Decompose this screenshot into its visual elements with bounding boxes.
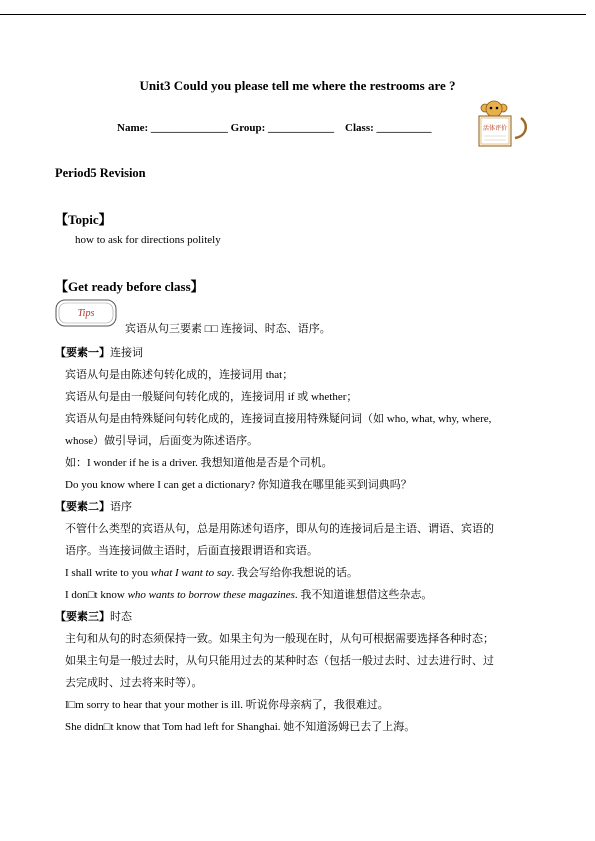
svg-text:Tips: Tips — [77, 308, 95, 319]
factor-three-line: 主句和从句的时态须保持一致。如果主句为一般现在时，从句可根据需要选择各种时态； — [65, 633, 494, 645]
factor-three-line: 去完成时、过去将来时等）。 — [65, 677, 203, 689]
topic-heading: 【Topic】 — [55, 212, 112, 227]
factor-three-example: She didn□t know that Tom had left for Shanghai. 她不知道汤姆已去了上海。 — [65, 721, 416, 733]
get-ready-heading: 【Get ready before class】 — [55, 279, 204, 294]
svg-text:活体评价: 活体评价 — [482, 125, 508, 132]
header-rule — [0, 14, 586, 15]
factor-one-example: 如：I wonder if he is a driver. 我想知道他是否是个司机。 — [65, 457, 333, 469]
page-title: Unit3 Could you please tell me where the restrooms are ? — [139, 78, 456, 93]
factor-two-line: 不管什么类型的宾语从句，总是用陈述句语序，即从句的连接词后是主语、谓语、宾语的 — [65, 523, 494, 535]
topic-text: how to ask for directions politely — [75, 234, 221, 246]
factor-two-line: 语序。当连接词做主语时，后面直接跟谓语和宾语。 — [65, 545, 318, 557]
factor-three-example: I□m sorry to hear that your mother is ill. 听说你母亲病了，我很难过。 — [65, 699, 389, 711]
factor-one-line: 宾语从句是由特殊疑问句转化成的，连接词直接用特殊疑问词（如 who, what, why, where, — [65, 413, 492, 425]
factor-three-line: 如果主句是一般过去时，从句只能用过去的某种时态（包括一般过去时、过去进行时、过 — [65, 655, 494, 667]
factor-one-line: 宾语从句是由一般疑问句转化成的，连接词用 if 或 whether； — [65, 391, 358, 403]
factor-one-line: whose）做引导词，后面变为陈述语序。 — [65, 435, 259, 447]
factor-two-example: I shall write to you what I want to say. 我会写给你我想说的话。 — [65, 567, 359, 579]
tips-badge-icon — [55, 299, 117, 327]
monkey-mascot-icon — [475, 100, 531, 150]
factor-one-heading: 【要素一】连接词 — [55, 347, 143, 359]
name-group-class-row: Name: ______________ Group: ____________ Class: __________ — [117, 122, 432, 134]
tips-text: 宾语从句三要素 □□ 连接词、时态、语序。 — [125, 323, 331, 335]
period-heading: Period5 Revision — [55, 166, 146, 180]
factor-two-heading: 【要素二】语序 — [55, 501, 132, 513]
factor-three-heading: 【要素三】时态 — [55, 611, 132, 623]
factor-one-line: 宾语从句是由陈述句转化成的，连接词用 that； — [65, 369, 294, 381]
factor-one-example: Do you know where I can get a dictionary? 你知道我在哪里能买到词典吗？ — [65, 479, 412, 491]
factor-two-example: I don□t know who wants to borrow these magazines. 我不知道谁想借这些杂志。 — [65, 589, 433, 601]
